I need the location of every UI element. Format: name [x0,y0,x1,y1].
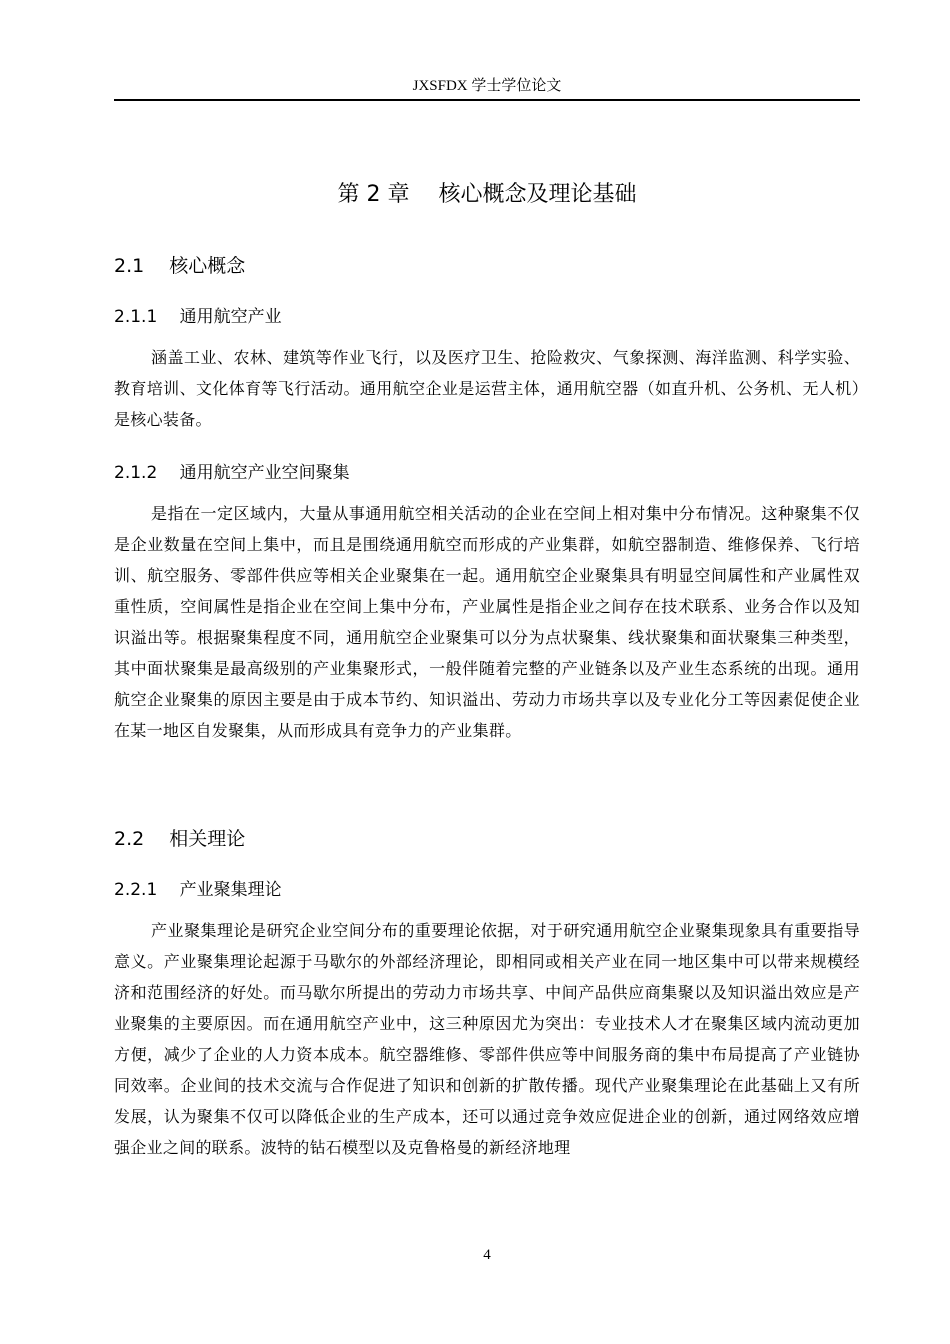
page-number: 4 [483,1247,491,1263]
chapter-title: 第 2 章 核心概念及理论基础 [337,182,637,207]
paragraph-2-1-2: 是指在一定区域内，大量从事通用航空相关活动的企业在空间上相对集中分布情况。这种聚集不仅是企业数量在空间上集中，而且是围绕通用航空而形成的产业集群，如航空器制造、维修保养、飞行培训、航空服务、零部件供应等相关企业聚集在一起。通用航空企业聚集具有明显空间属性和产业属性双重性质，空间属性是指企业在空间上集中分布，产业属性是指企业之间存在技术联系、业务合作以及知识溢出等。根据聚集程度不同，通用航空企业聚集可以分为点状聚集、线状聚集和面状聚集三种类型，其中面状聚集是最高级别的产业集聚形式，一般伴随着完整的产业链条以及产业生态系统的出现。通用航空企业聚集的原因主要是由于成本节约、知识溢出、劳动力市场共享以及专业化分工等因素促使企业在某一地区自发聚集，从而形成具有竞争力的产业集群。 [114,504,860,740]
running-header: JXSFDX 学士学位论文 [412,78,562,94]
paragraph-2-1-1: 涵盖工业、农林、建筑等作业飞行，以及医疗卫生、抢险救灾、气象探测、海洋监测、科学实验、教育培训、文化体育等飞行活动。通用航空企业是运营主体，通用航空器（如直升机、公务机、无人机）是核心装备。 [114,348,860,429]
section-heading-2-2: 2.2 相关理论 [114,828,246,850]
section-heading-2-1-1: 2.1.1 通用航空产业 [114,307,282,327]
paragraph-2-2-1: 产业聚集理论是研究企业空间分布的重要理论依据，对于研究通用航空企业聚集现象具有重要指导意义。产业聚集理论起源于马歇尔的外部经济理论，即相同或相关产业在同一地区集中可以带来规模经济和范围经济的好处。而马歇尔所提出的劳动力市场共享、中间产品供应商集聚以及知识溢出效应是产业聚集的主要原因。而在通用航空产业中，这三种原因尤为突出：专业技术人才在聚集区域内流动更加方便，减少了企业的人力资本成本。航空器维修、零部件供应等中间服务商的集中布局提高了产业链协同效率。企业间的技术交流与合作促进了知识和创新的扩散传播。现代产业聚集理论在此基础上又有所发展，认为聚集不仅可以降低企业的生产成本，还可以通过竞争效应促进企业的创新，通过网络效应增强企业之间的联系。波特的钻石模型以及克鲁格曼的新经济地理 [114,921,860,1157]
header-rule [114,99,860,101]
section-heading-2-2-1: 2.2.1 产业聚集理论 [114,880,282,900]
section-heading-2-1: 2.1 核心概念 [114,255,246,277]
section-heading-2-1-2: 2.1.2 通用航空产业空间聚集 [114,463,350,483]
